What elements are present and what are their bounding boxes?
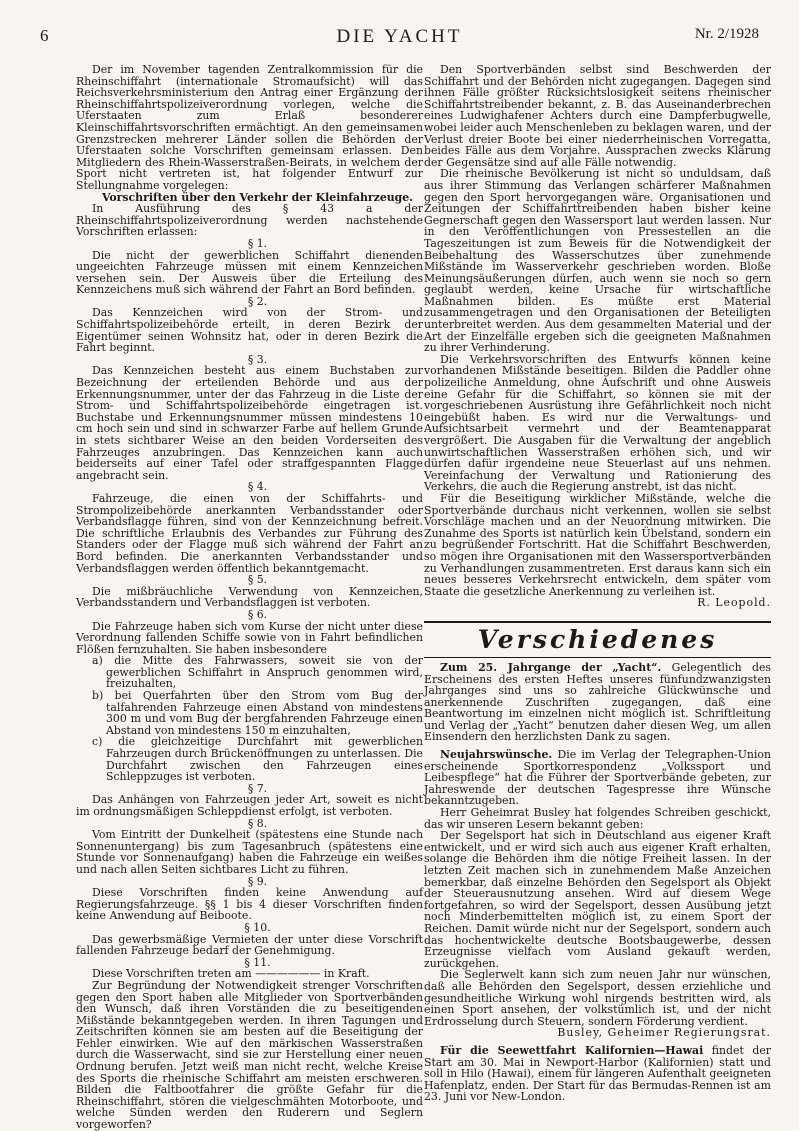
section-4-label: § 4.	[247, 480, 268, 494]
news-heading: Neujahrswünsche.	[440, 748, 553, 762]
news-text: Die im Verlag der Telegraphen-Union erscheinende Sportkorrespondenz „Volkssport und Leibespflege“ hat die Führer der Sportverbände gebeten, zur Jahreswende der deutschen Tagespresse ihre Wünsche bekanntzugeben.	[424, 748, 771, 808]
paragraph: Den Sportverbänden selbst sind Beschwerden der Schiffahrt und der Behörden nicht zugegangen. Dagegen sind ihnen Fälle größter Rücksichtslosigkeit seitens rheinischer Schiffahrtstreibender bekannt, z. B. das Auseinanderbrechen eines Ludwighafener Achters durch eine Dampferbugwelle, wobei leider auch Menschenleben zu beklagen waren, und der Verlust dreier Boote bei einer niederrheinischen Vorregatta, beides Fälle aus dem Vorjahre. Aussprachen zwecks Klärung der Gegensätze sind auf alle Fälle notwendig.	[424, 63, 771, 169]
section-1-label: § 1.	[247, 236, 268, 250]
right-column	[424, 64, 771, 1103]
news-item	[424, 1045, 771, 1103]
busley-signature: Busley, Geheimer Regierungsrat.	[557, 1026, 771, 1040]
section-heading: Verschiedenes	[424, 621, 771, 658]
paragraph: Die Verkehrsvorschriften des Entwurfs können keine vorhandenen Mißstände beseitigen. Bilden die Paddler ohne polizeiliche Anmeldung, ohne Aufschrift und ohne Ausweis eine Gefahr für die Schiffahrt, so können sie mit der vorgeschriebenen Ausrüstung ihre Gefährlichkeit noch nicht eingebüßt haben. Es wird nur die Verwaltungs- und Aufsichtsarbeit vermehrt und der Beamtenapparat vergrößert. Die Ausgaben für die Verwaltung der angeblich unwirtschaftlichen Wasserstraßen erhöhen sich, und wir dürfen dafür irgendeine neue Steuerlast auf uns nehmen. Vereinfachung der Verwaltung und Rationierung des Verkehrs, die auch die Regierung anstrebt, ist das nicht.	[424, 352, 771, 494]
news-heading: Zum 25. Jahrgange der „Yacht“.	[440, 660, 662, 674]
news-item	[424, 662, 771, 743]
section-3-label: § 3.	[247, 352, 268, 366]
section-9-text: Diese Vorschriften finden keine Anwendung auf Regierungsfahrzeuge. §§ 1 bis 4 dieser Vorschriften finden keine Anwendung auf Beiboote.	[76, 886, 423, 923]
section-7-text: Das Anhängen von Fahrzeugen jeder Art, soweit es nicht im ordnungsmäßigen Schleppdienst erfolgt, ist verboten.	[76, 793, 423, 818]
author-signature: R. Leopold.	[697, 596, 771, 610]
section-11-text: Diese Vorschriften treten am —————— in Kraft.	[92, 967, 370, 981]
news-text: Gelegentlich des Erscheinens des ersten Heftes unseres fünfundzwanzigsten Jahrganges sind uns so zahlreiche Glückwünsche und anerkennende Zuschriften zugegangen, daß eine Beantwortung im einzelnen nicht möglich ist. Schriftleitung und Verlag der „Yacht“ benutzen daher diesen Weg, um allen Einsendern den herzlichsten Dank zu sagen.	[424, 660, 772, 744]
regulations-intro: In Ausführung des § 43 a der Rheinschiffahrtspolizeiverordnung werden nachstehende Vorschriften erlassen:	[76, 202, 423, 239]
section-5-label: § 5.	[247, 573, 268, 587]
section-8-label: § 8.	[247, 816, 268, 830]
section-11-label: § 11.	[244, 955, 271, 969]
section-5-text: Die mißbräuchliche Verwendung von Kennzeichen, Verbandsstandern und Verbandsflaggen ist verboten.	[76, 584, 423, 610]
page-number: 6	[40, 26, 49, 45]
closing-paragraph: Zur Begründung der Notwendigkeit strenger Vorschriften gegen den Sport haben alle Mitglieder von Sportverbänden den Wunsch, daß ihren Vorständen die zu beseitigenden Mißstände bekanntgegeben werden. In ihren Tagungen und Zeitschriften können sie am besten auf die Beseitigung der Fehler einwirken. Wie auf den märkischen Wasserstraßen durch die Wasserwacht, sind sie zur Herstellung einer neuen Ordnung berufen. Jetzt weiß man nicht recht, welche Kreise des Sports die rheinische Schiffahrt am meisten erschweren. Bilden die Faltbootfahrer die größte Gefahr für die Rheinschiffahrt, stören die vielgeschmähten Motorboote, und welche Sünden werden den Ruderern und Seglern vorgeworfen?	[76, 978, 423, 1131]
left-column	[76, 64, 423, 1131]
section-1-text: Die nicht der gewerblichen Schiffahrt dienenden ungeeichten Fahrzeuge müssen mit einem Kennzeichen versehen sein. Der Ausweis über die Erteilung des Kennzeichens muß sich während der Fahrt an Bord befinden.	[76, 248, 423, 297]
list-item: c) die gleichzeitige Durchfahrt mit gewerblichen Fahrzeugen durch Brückenöffnungen zu unterlassen. Die Durchfahrt zwischen den Fahrzeugen eines Schleppzuges ist verboten.	[92, 735, 423, 784]
intro-paragraph: Der im November tagenden Zentralkommission für die Rheinschiffahrt (internationale Stromaufsicht) will das Reichsverkehrsministerium den Antrag einer Ergänzung der Rheinschiffahrtspolizeiverordnung vorlegen, welche die Uferstaaten zum Erlaß besonderer Kleinschiffahrtsvorschriften ermächtigt. An den gemeinsamen Grenzstrecken mehrerer Länder sollen die Behörden der Uferstaaten solche Vorschriften gemeinsam erlassen. Den Mitgliedern des Rhein-Wasserstraßen-Beirats, in welchem der Sport nicht vertreten ist, hat folgender Entwurf zur Stellungnahme vorgelegen:	[76, 63, 423, 192]
paragraph: Für die Beseitigung wirklicher Mißstände, welche die Sportverbände durchaus nicht verkennen, wollen sie selbst Vorschläge machen und an der Neuordnung mitwirken. Die Zunahme des Sports ist natürlich kein Übelstand, sondern ein zu begrüßender Fortschritt. Hat die Schiffahrt Beschwerden, so mögen ihre Organisationen mit den Wassersportverbänden zu Verhandlungen zusammentreten. Erst daraus kann sich ein neues besseres Verkehrsrecht entwickeln, dem später vom Staate die gesetzliche Anerkennung zu verleihen ist.	[424, 491, 771, 598]
regulations-title: Vorschriften über den Verkehr der Kleinfahrzeuge.	[101, 190, 414, 204]
news-item	[424, 749, 771, 807]
section-2-text: Das Kennzeichen wird von der Strom- und Schiffahrtspolizeibehörde erteilt, in deren Bezirk der Eigentümer seinen Wohnsitz hat, oder in deren Bezirk die Fahrt beginnt.	[76, 306, 423, 355]
section-3-text: Das Kennzeichen besteht aus einem Buchstaben zur Bezeichnung der erteilenden Behörde und aus der Erkennungsnummer, unter der das Fahrzeug in die Liste der Strom- und Schiffahrtspolizeibehörde eingetragen ist. Buchstabe und Erkennungsnummer müssen mindestens 10 cm hoch sein und sind in schwarzer Farbe auf hellem Grunde in stets sichtbarer Weise an den beiden Vorderseiten des Fahrzeuges anzubringen. Das Kennzeichen kann auch beiderseits auf einer Tafel oder straffgespannten Flagge angebracht sein.	[76, 364, 423, 482]
list-item: b) bei Querfahrten über den Strom vom Bug der talfahrenden Fahrzeuge einen Abstand von mindestens 300 m und vom Bug der bergfahrenden Fahrzeuge einen Abstand von mindestens 150 m einzuhalten,	[92, 689, 423, 737]
section-7-label: § 7.	[247, 781, 268, 795]
list-item: a) die Mitte des Fahrwassers, soweit sie von der gewerblichen Schiffahrt in Anspruch genommen wird, freizuhalten,	[92, 654, 423, 691]
section-2-label: § 2.	[247, 294, 268, 308]
paragraph: Der Segelsport hat sich in Deutschland aus eigener Kraft entwickelt, und er wird sich auch aus eigener Kraft erhalten, solange die Behörden ihm die nötige Freiheit lassen. In der letzten Zeit machen sich in zunehmendem Maße Anzeichen bemerkbar, daß einzelne Behörden den Segelsport als Objekt der Steuerausnutzung ansehen. Wird auf diesem Wege fortgefahren, so wird der Segelsport, dessen Ausübung jetzt noch Minderbemittelten möglich ist, zu einem Sport der Reichen. Damit würde nicht nur der Segelsport, sondern auch das hochentwickelte deutsche Bootsbaugewerbe, dessen Erzeugnisse vielfach vom Ausland gekauft werden, zurückgehen.	[424, 829, 771, 970]
section-10-text: Das gewerbsmäßige Vermieten der unter diese Vorschrift fallenden Fahrzeuge bedarf der Genehmigung.	[76, 932, 423, 958]
section-6-label: § 6.	[247, 607, 268, 621]
section-8-text: Vom Eintritt der Dunkelheit (spätestens eine Stunde nach Sonnenuntergang) bis zum Tagesanbruch (spätestens eine Stunde vor Sonnenaufgang) haben die Fahrzeuge ein weißes und nach allen Seiten sichtbares Licht zu führen.	[76, 828, 423, 876]
section-4-text: Fahrzeuge, die einen von der Schiffahrts- und Strompolizeibehörde anerkannten Verbandsstander oder Verbandsflagge führen, sind von der Kennzeichnung befreit. Die schriftliche Erlaubnis des Verbandes zur Führung des Standers oder der Flagge muß sich während der Fahrt an Bord befinden. Die anerkannten Verbandsstander und Verbandsflaggen werden öffentlich bekanntgemacht.	[76, 491, 423, 575]
section-9-label: § 9.	[247, 874, 268, 888]
paragraph: Herr Geheimrat Busley hat folgendes Schreiben geschickt, das wir unseren Lesern bekannt geben:	[424, 806, 771, 831]
paragraph: Die rheinische Bevölkerung ist nicht so unduldsam, daß aus ihrer Stimmung das Verlangen schärferer Maßnahmen gegen den Sport hervorgegangen wäre. Organisationen und Zeitungen der Schiffahrttreibenden haben bisher keine Gegnerschaft gegen den Wassersport laut werden lassen. Nur in den Veröffentlichungen von Pressestellen an die Tageszeitungen ist zum Beweis für die Notwendigkeit der Beibehaltung des Wasserschutzes über zunehmende Mißstände im Wasserverkehr geschrieben worden. Bloße Meinungsäußerungen dürfen, auch wenn sie noch so gern geglaubt werden, keine Ursache für wirtschaftliche Maßnahmen bilden. Es müßte erst Material zusammengetragen und den Organisationen der Beteiligten unterbreitet werden. Aus dem gesammelten Material und der Art der Einzelfälle ergeben sich die geeigneten Maßnahmen zu ihrer Verhinderung.	[424, 167, 771, 355]
news-heading: Für die Seewettfahrt Kalifornien—Hawai	[440, 1043, 704, 1057]
issue-number: Nr. 2/1928	[694, 26, 759, 42]
page-header	[40, 26, 759, 50]
paragraph: Die Seglerwelt kann sich zum neuen Jahr nur wünschen, daß alle Behörden den Segelsport, dessen erziehliche und gesundheitliche Wirkung wohl nirgends bestritten wird, als einen Sport ansehen, der volkstümlich ist, und der nicht Erdrosselung durch Steuern, sondern Förderung verdient.	[424, 968, 771, 1028]
section-10-label: § 10.	[244, 920, 271, 934]
news-text: findet der Start am 30. Mai in Newport-Harbor (Kalifornien) statt und soll in Hilo (Hawai), einem für längeren Aufenthalt geeigneten Hafenplatz, enden. Der Start für das Bermudas-Rennen ist am 23. Juni vor New-London.	[424, 1043, 771, 1104]
section-6-text: Die Fahrzeuge haben sich vom Kurse der nicht unter diese Verordnung fallenden Schiffe sowie von in Fahrt befindlichen Flößen fernzuhalten. Sie haben insbesondere	[76, 619, 423, 656]
journal-title: DIE YACHT	[336, 26, 463, 47]
section-6-list	[76, 655, 423, 783]
